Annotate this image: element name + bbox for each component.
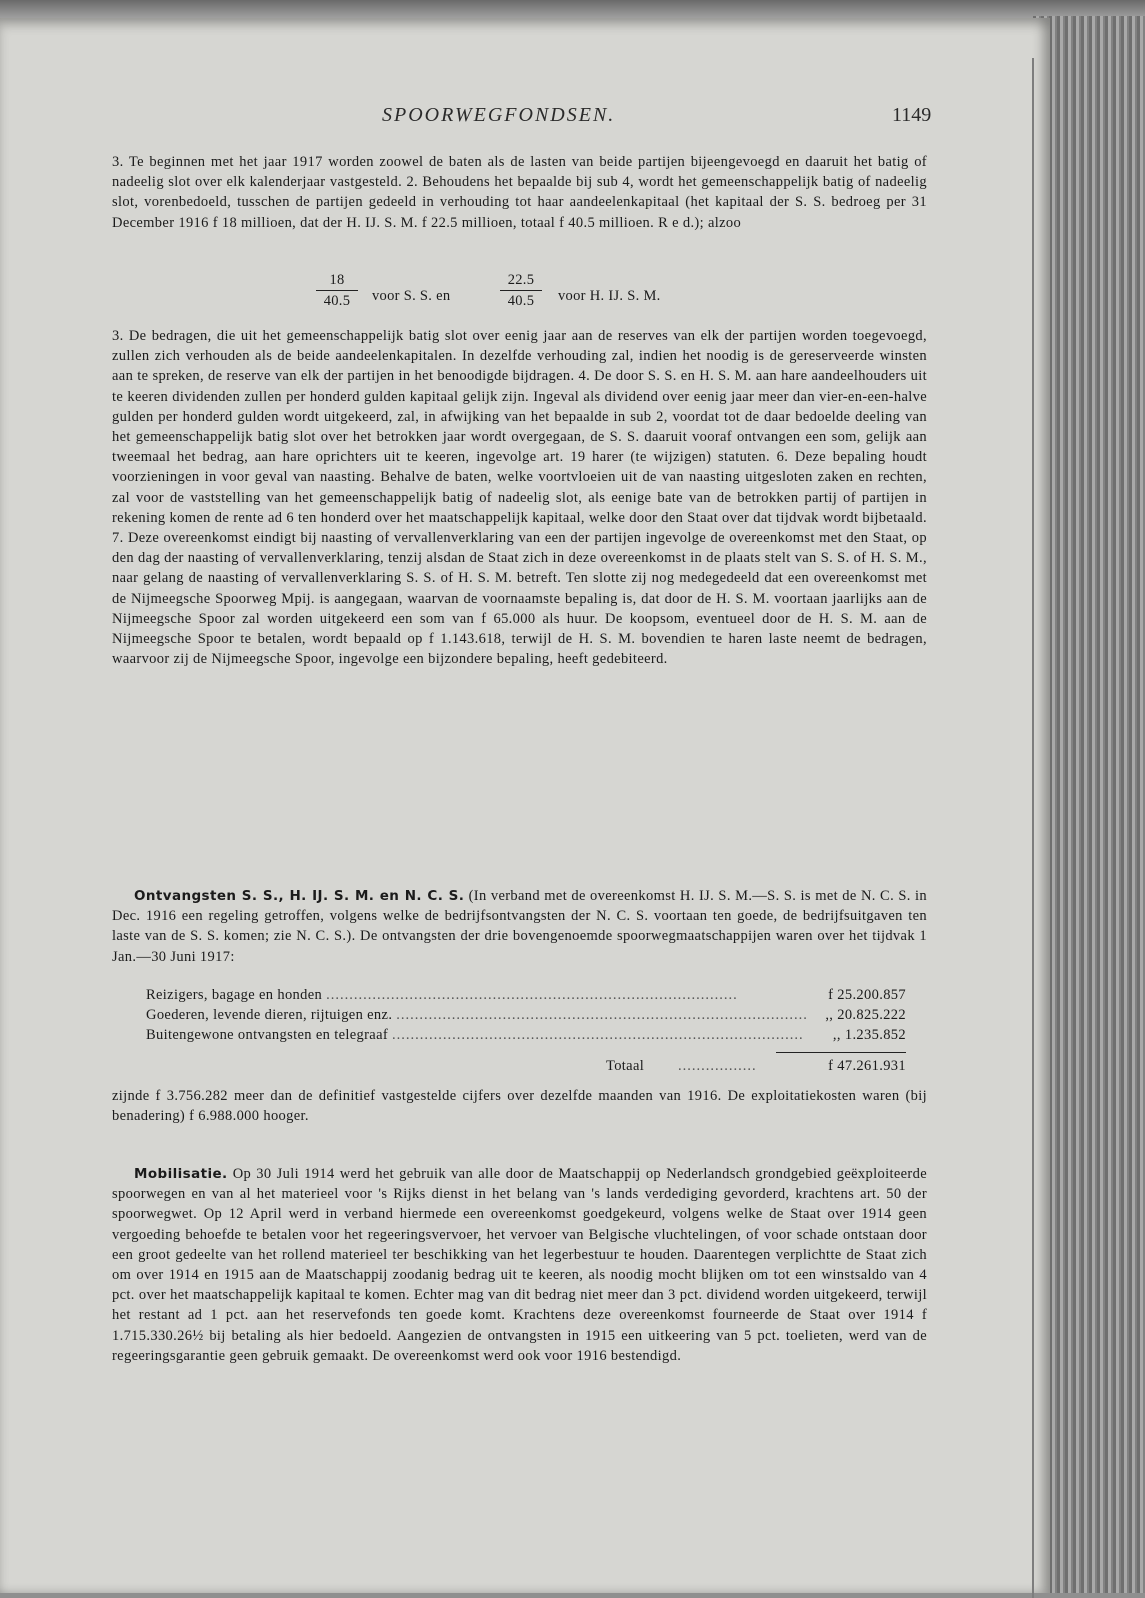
section-heading-mobilisatie: Mobilisatie. bbox=[134, 1166, 228, 1182]
table-row bbox=[146, 984, 906, 1004]
fraction-ss-label: voor S. S. en bbox=[372, 288, 451, 304]
total-label: Totaal bbox=[606, 1058, 645, 1074]
receipts-row-amount: ,, 20.825.222 bbox=[825, 1007, 906, 1023]
fraction-hsm bbox=[496, 272, 546, 309]
receipts-row-label: Buitengewone ontvangsten en telegraaf bbox=[146, 1027, 389, 1043]
fraction-hsm-label: voor H. IJ. S. M. bbox=[558, 288, 661, 304]
paragraph-agreement-clauses: 3. Te beginnen met het jaar 1917 worden zoowel de baten als de lasten van beide partijen bijeengevoegd en daaruit het batig of nadeelig slot over elk kalenderjaar vastgesteld. 2. Behoudens het bepaalde bij sub 4, wordt het gemeenschappelijk batig of nadeelig slot, vorenbedoeld, tusschen de partijen gedeeld in verhouding tot haar aandeelenkapitaal (het kapitaal der S. S. bedroeg per 31 December 1916 f 18 millioen, dat der H. IJ. S. M. f 22.5 millioen, totaal f 40.5 millioen. R e d.); alzoo bbox=[112, 154, 927, 231]
paragraph-mobilisatie bbox=[112, 1164, 927, 1366]
receipts-row-amount: f 25.200.857 bbox=[828, 987, 906, 1003]
fraction-hsm-denominator: 40.5 bbox=[507, 293, 535, 309]
fraction-hsm-numerator: 22.5 bbox=[507, 272, 535, 288]
receipts-row-label: Reizigers, bagage en honden bbox=[146, 987, 323, 1003]
fraction-ss-numerator: 18 bbox=[329, 272, 345, 288]
dot-leader: ......................................................................................... bbox=[392, 1027, 804, 1043]
section-heading-ontvangsten: Ontvangsten S. S., H. IJ. S. M. en N. C. S. bbox=[134, 888, 465, 904]
paragraph-mobilisatie-text: Op 30 Juli 1914 werd het gebruik van alle door de Maatschappij op Nederlandsch grondgebied geëxploiteerde spoorwegen en van al het materieel voor 's Rijks dienst in het belang van 's lands verdediging gevorderd, krachtens art. 50 der spoorwegwet. Op 12 April werd in verband hiermede een overeenkomst goedgekeurd, volgens welke de Staat over 1914 geen vergoeding behoefde te betalen voor het regeeringsvervoer, het vervoer van Belgische vluchtelingen, of voor schade ontstaan door een groot gedeelte van het rollend materieel ter beschikking van het legerbestuur te houden. Daarentegen verplichtte de Staat zich om over 1914 en 1915 aan de Maatschappij zoodanig bedrag uit te keeren, als noodig mocht blijken om tot een winstsaldo van 4 pct. over het maatschappelijk kapitaal te komen. Echter mag van dit bedrag niet meer dan 3 pct. dividend worden uitgekeerd, terwijl het restant ad 1 pct. aan het reservefonds ten goede komt. Krachtens deze overeenkomst fourneerde de Staat over 1914 f 1.715.330.26½ bij betaling als hier bedoeld. Aangezien de ontvangsten in 1915 een uitkeering van 5 pct. toelieten, werd van de regeeringsgarantie geen gebruik gemaakt. De overeenkomst werd ook voor 1916 bestendigd. bbox=[112, 1166, 927, 1364]
table-row bbox=[146, 1004, 906, 1024]
dot-leader: ......................................................................................... bbox=[326, 987, 738, 1003]
page-number: 1149 bbox=[892, 104, 932, 126]
fraction-ss bbox=[312, 272, 362, 309]
total-amount: f 47.261.931 bbox=[828, 1058, 906, 1074]
running-head-title: SPOORWEGFONDSEN. bbox=[382, 104, 616, 126]
running-head bbox=[0, 104, 1050, 134]
receipts-row-amount: ,, 1.235.852 bbox=[832, 1027, 906, 1043]
fraction-bar bbox=[316, 290, 358, 291]
dot-leader: ................. bbox=[678, 1058, 757, 1074]
fraction-ss-denominator: 40.5 bbox=[323, 293, 351, 309]
paragraph-reserves-dividends: 3. De bedragen, die uit het gemeenschappelijk batig slot over eenig jaar aan de reserves van elk der partijen worden toegevoegd, zullen zich verhouden als de beide aandeelenkapitalen. In dezelfde verhouding zal, indien het noodig is de gereserveerde winsten aan te spreken, de reserve van elk der partijen in het benoodigde bijdragen. 4. De door S. S. en H. S. M. aan hare aandeelhouders uit te keeren dividenden zullen per honderd gulden kapitaal gelijk zijn. Ingeval als dividend over eenig jaar meer dan vier-en-een-halve gulden per honderd gulden wordt uitgekeerd, zal, in afwijking van het bepaalde in sub 2, voordat tot de daar bedoelde deeling van het gemeenschappelijk batig slot over het betrokken jaar wordt overgegaan, de S. S. daaruit vooraf ontvangen een som, gelijk aan tweemaal het bedrag, aan hare oprichters uit te keeren, ingevolge art. 19 harer (te wijzigen) statuten. 6. Deze bepaling houdt voorzieningen in voor geval van naasting. Behalve de baten, welke voortvloeien uit de van naasting uitgesloten zaken en rechten, zal voor de vaststelling van het gemeenschappelijk batig of nadeelig slot, als eenige bate van de betrokken partij of partijen in rekening komen de rente ad 6 ten honderd over het maatschappelijk kapitaal, welke door den Staat over dat tijdvak wordt bijbetaald. 7. Deze overeenkomst eindigt bij naasting of vervallenverklaring van een der partijen ingevolge de overeenkomst met den Staat, op den dag der naasting of vervallenverklaring, tenzij alsdan de Staat zich in deze overeenkomst in de plaats stelt van S. S. of H. S. M., naar gelang de naasting of vervallenverklaring S. S. of H. S. M. betreft. Ten slotte zij nog medegedeeld dat een overeenkomst met de Nijmeegsche Spoorweg Mpij. is aangegaan, waarvan de voornaamste bepaling is, dat door de H. S. M. voortaan jaarlijks aan de Nijmeegsche Spoor zal worden uitgekeerd een som van f 65.000 als huur. De koopsom, eventueel door de H. S. M. aan de Nijmeegsche Spoor te betalen, wordt bepaald op f 1.143.618, terwijl de H. S. M. bovendien te haren laste neemt de bedragen, waarvoor zij de Nijmeegsche Spoor, ingevolge een bijzondere bepaling, heeft gedebiteerd. bbox=[112, 328, 927, 668]
paragraph-ontvangsten-text: (In verband met de overeenkomst H. IJ. S. M.—S. S. is met de N. C. S. in Dec. 1916 een regeling getroffen, volgens welke de bedrijfsontvangsten der N. C. S. voortaan ten goede, de bedrijfsuitgaven ten laste van de S. S. komen; zie N. C. S.). De ontvangsten der drie bovengenoemde spoorwegmaatschappijen waren over het tijdvak 1 Jan.—30 Juni 1917: bbox=[112, 888, 927, 965]
receipts-row-label: Goederen, levende dieren, rijtuigen enz. bbox=[146, 1007, 393, 1023]
sum-rule bbox=[776, 1052, 906, 1053]
receipts-table bbox=[146, 984, 906, 1044]
paragraph-ontvangsten bbox=[112, 886, 927, 967]
dot-leader: ......................................................................................... bbox=[396, 1007, 808, 1023]
page-fold-line bbox=[1032, 58, 1034, 1598]
fraction-bar bbox=[500, 290, 542, 291]
paragraph-receipts-comparison: zijnde f 3.756.282 meer dan de definitief vastgestelde cijfers over dezelfde maanden van 1916. De exploitatiekosten waren (bij benadering) f 6.988.000 hooger. bbox=[112, 1088, 927, 1125]
table-row bbox=[146, 1024, 906, 1044]
